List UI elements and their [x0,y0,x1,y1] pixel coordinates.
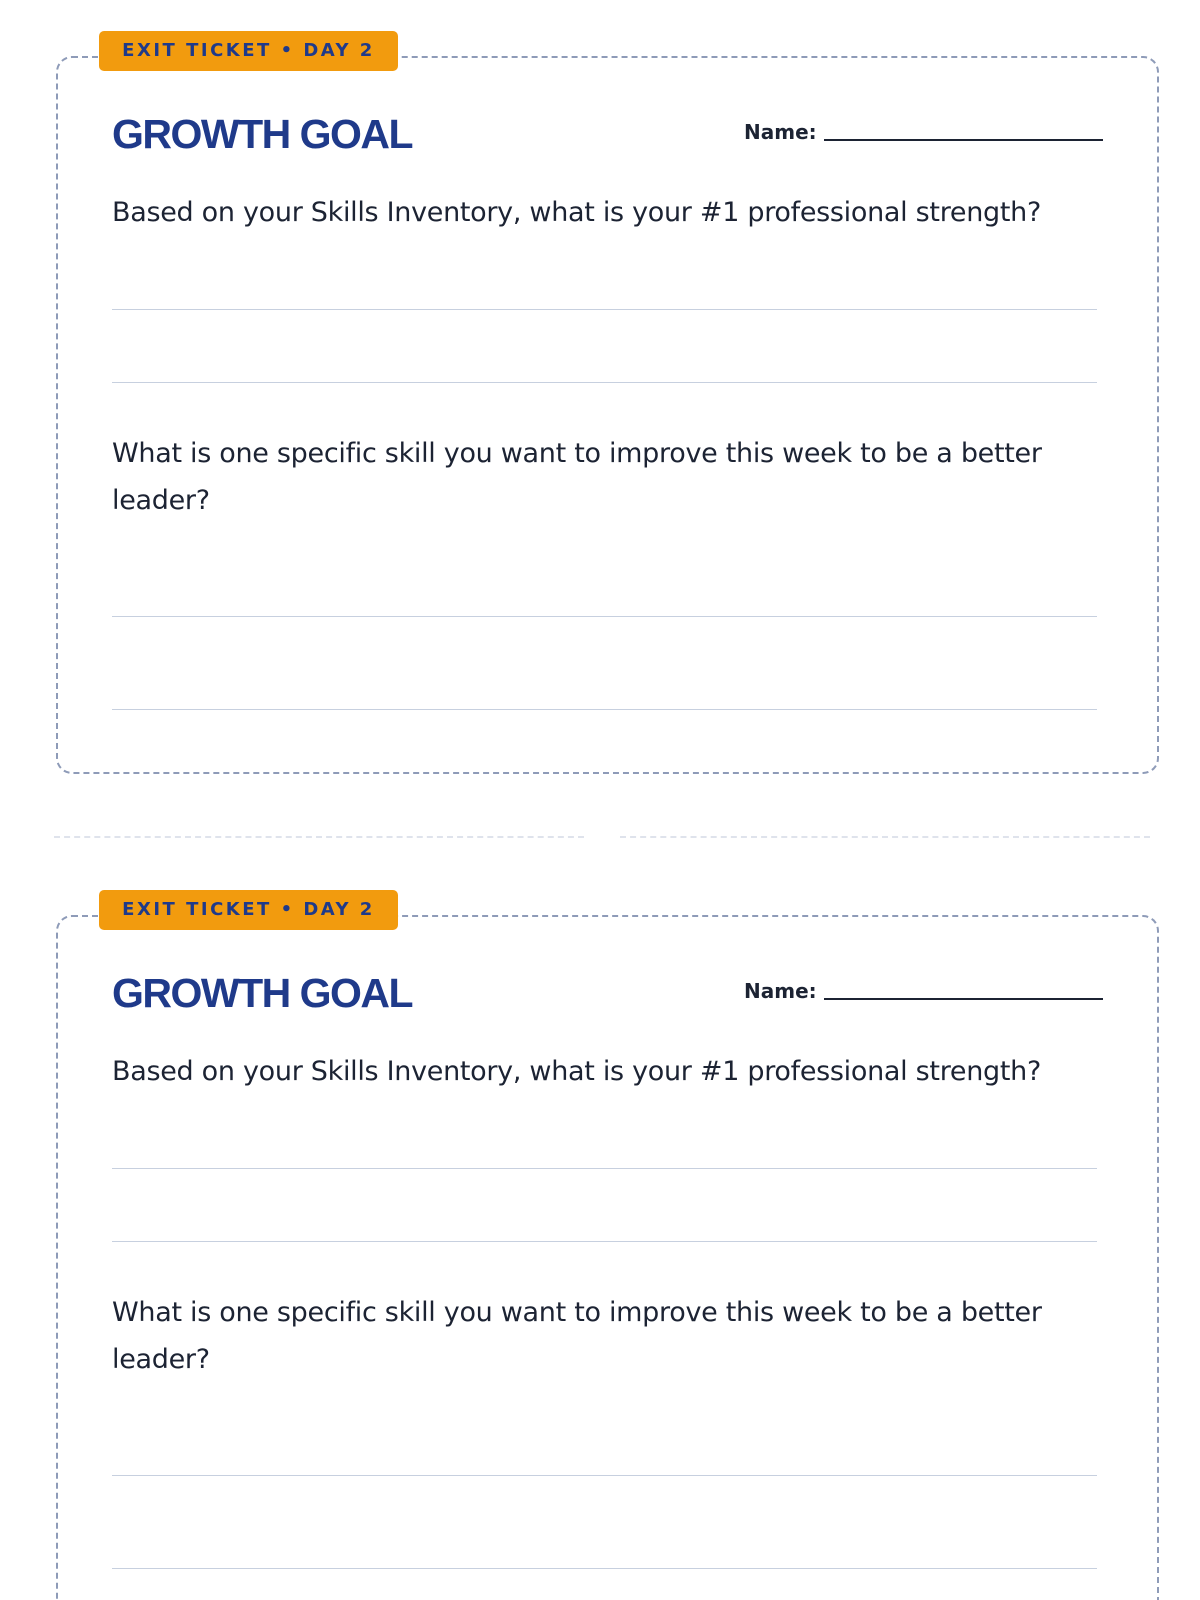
ticket-title: GROWTH GOAL [112,970,413,1016]
ticket-title: GROWTH GOAL [112,111,413,157]
answer-line[interactable] [112,1568,1097,1569]
name-field[interactable] [744,973,1103,1003]
answer-line[interactable] [112,1241,1097,1242]
answer-line[interactable] [112,309,1097,310]
question-improve-skill: What is one specific skill you want to improve this week to be a better leader? [112,1297,1042,1375]
cut-line-separator [620,836,1150,838]
name-input-line[interactable] [824,978,1103,1000]
name-input-line[interactable] [824,119,1103,141]
answer-line[interactable] [112,1168,1097,1169]
answer-line[interactable] [112,1475,1097,1476]
exit-ticket-tag: EXIT TICKET • DAY 2 [99,890,398,930]
question-strength: Based on your Skills Inventory, what is your #1 professional strength? [112,1056,1041,1087]
answer-line[interactable] [112,616,1097,617]
question-improve-skill: What is one specific skill you want to improve this week to be a better leader? [112,438,1042,516]
cut-line-separator [54,836,584,838]
answer-line[interactable] [112,382,1097,383]
name-label: Name: [744,979,817,1003]
name-field[interactable] [744,114,1103,144]
exit-ticket-tag: EXIT TICKET • DAY 2 [99,31,398,71]
exit-ticket-card [56,899,1159,1600]
exit-ticket-card [56,40,1159,774]
question-strength: Based on your Skills Inventory, what is your #1 professional strength? [112,197,1041,228]
name-label: Name: [744,120,817,144]
answer-line[interactable] [112,709,1097,710]
